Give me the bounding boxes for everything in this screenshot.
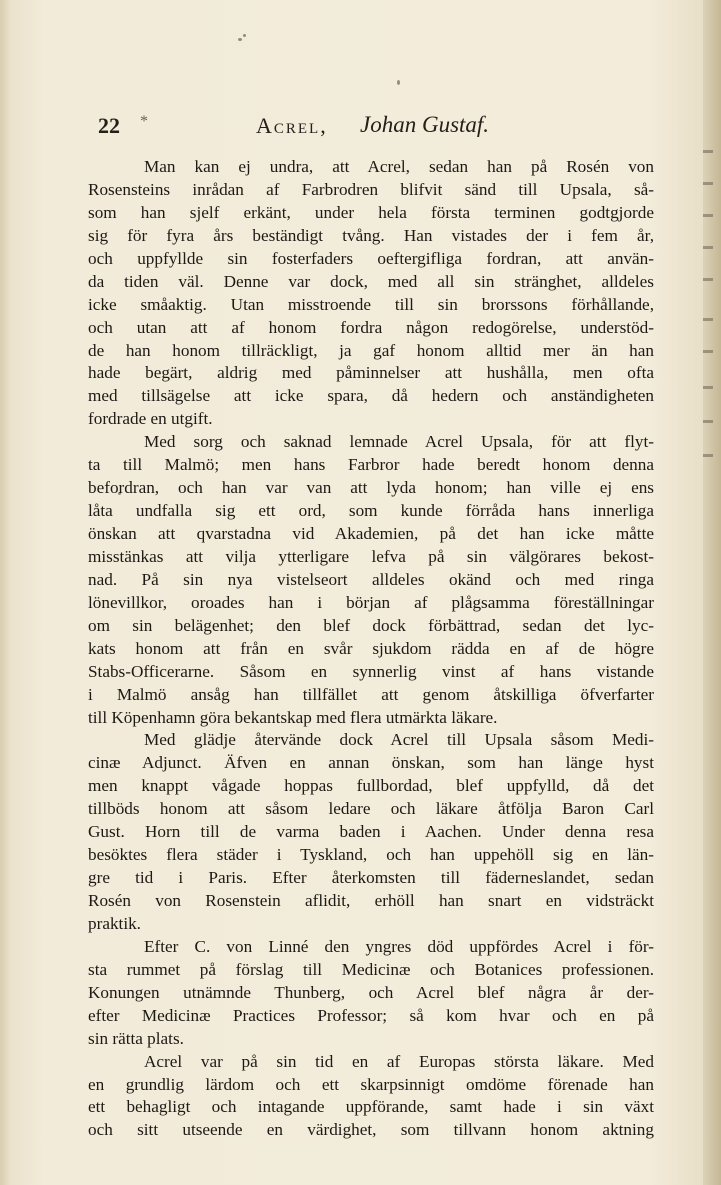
text-line: Acrel var på sin tid en af Europas största läkare. Med [144, 1051, 654, 1071]
text-line: sin rätta plats. [88, 1028, 184, 1048]
text-line: men knappt vågade hoppas fullbordad, blef uppfylld, då det [88, 776, 654, 796]
text-line: misstänkas att vilja ytterligare lefva på sin välgörares bekost- [88, 546, 654, 566]
paper-speck [397, 80, 400, 85]
text-line: önskan att qvarstadna vid Akademien, på det han icke måtte [88, 524, 654, 543]
paper-speck [243, 34, 246, 37]
text-line: da tiden väl. Denne var dock, med all sin stränghet, alldeles [88, 271, 654, 291]
text-line: Gust. Horn till de varma baden i Aachen. Under denna resa [88, 822, 654, 842]
page-number: 22 [98, 113, 120, 138]
text-line: låta undfalla sig ett ord, som kunde förråda hans innerliga [88, 501, 654, 521]
text-line: cinæ Adjunct. Äfven en annan önskan, som han länge hyst [88, 753, 654, 773]
text-line: praktik. [88, 913, 141, 933]
text-line: befordran, och han var van att lyda honom; han ville ej ens [88, 478, 654, 498]
facing-page-bleed-marks [700, 150, 718, 490]
text-line: kats honom att från en svår sjukdom rädda en af de högre [88, 638, 654, 658]
text-line: en grundlig lärdom och ett skarpsinnigt omdöme förenade han [88, 1074, 654, 1094]
text-line: om sin belägenhet; den blef dock förbättrad, sedan det lyc- [88, 615, 654, 635]
text-line: lönevillkor, oroades han i början af plågsamma föreställningar [88, 592, 654, 612]
text-line: och sitt utseende en värdighet, som tillvann honom aktning [88, 1120, 654, 1140]
running-head-author: Acrel, [256, 113, 328, 138]
text-line: med tillsägelse att icke spara, då hedern och anständigheten [88, 386, 654, 406]
text-line: och uppfyllde sin fosterfaders oeftergifliga fordran, att använ- [88, 248, 654, 268]
running-head-ornament: * [140, 113, 148, 130]
text-line: Med sorg och saknad lemnade Acrel Upsala, för att flyt- [144, 432, 654, 452]
text-line: Rosén von Rosenstein aflidit, erhöll han snart en vidsträckt [88, 891, 654, 910]
text-line: och utan att af honom fordra någon redogörelse, understöd- [88, 317, 654, 337]
text-line: gre tid i Paris. Efter återkomsten till fäderneslandet, sedan [88, 868, 654, 888]
text-line: Konungen utnämnde Thunberg, och Acrel blef några år der- [88, 982, 654, 1002]
text-line: sta rummet på förslag till Medicinæ och Botanices professionen. [88, 959, 654, 979]
text-line: sig för fyra års beständigt tvång. Han vistades der i fem år, [88, 225, 654, 245]
text-line: ett behagligt och intagande uppförande, samt hade i sin växt [88, 1097, 654, 1117]
text-line: till Köpenhamn göra bekantskap med flera utmärkta läkare. [88, 707, 498, 727]
text-line: besöktes flera städer i Tyskland, och han uppehöll sig en län- [88, 845, 654, 865]
running-head [98, 113, 618, 143]
text-line: Stabs-Officerarne. Såsom en synnerlig vinst af hans vistande [88, 661, 654, 681]
paper-speck [238, 38, 242, 41]
text-line: nad. På sin nya vistelseort alldeles okänd och med ringa [88, 569, 654, 589]
text-line: ta till Malmö; men hans Farbror hade beredt honom denna [88, 455, 654, 475]
running-head-given-names: Johan Gustaf. [360, 112, 490, 137]
text-line: efter Medicinæ Practices Professor; så kom hvar och en på [88, 1005, 654, 1025]
text-line: Rosensteins inrådan af Farbrodren blifvit sänd till Upsala, så- [88, 179, 654, 199]
text-line: i Malmö ansåg han tillfället att genom åtskilliga öfverfarter [88, 684, 654, 704]
text-line: som han sjelf erkänt, under hela första terminen godtgjorde [88, 202, 654, 222]
text-line: fordrade en utgift. [88, 409, 213, 429]
text-line: hade begärt, aldrig med påminnelser att hushålla, men ofta [88, 363, 654, 383]
page-gutter-shadow [0, 0, 10, 1185]
text-line: tillböds honom att såsom ledare och läkare åtfölja Baron Carl [88, 799, 654, 819]
text-line: Efter C. von Linné den yngres död uppfördes Acrel i för- [144, 936, 654, 956]
text-line: de han honom tillräckligt, ja gaf honom alltid mer än han [88, 340, 654, 360]
text-line: Med glädje återvände dock Acrel till Upsala såsom Medi- [144, 730, 654, 750]
text-line: Man kan ej undra, att Acrel, sedan han på Rosén von [144, 157, 654, 176]
body-text [88, 156, 654, 1142]
text-line: icke småaktig. Utan misstroende till sin brorssons förhållande, [88, 294, 654, 314]
